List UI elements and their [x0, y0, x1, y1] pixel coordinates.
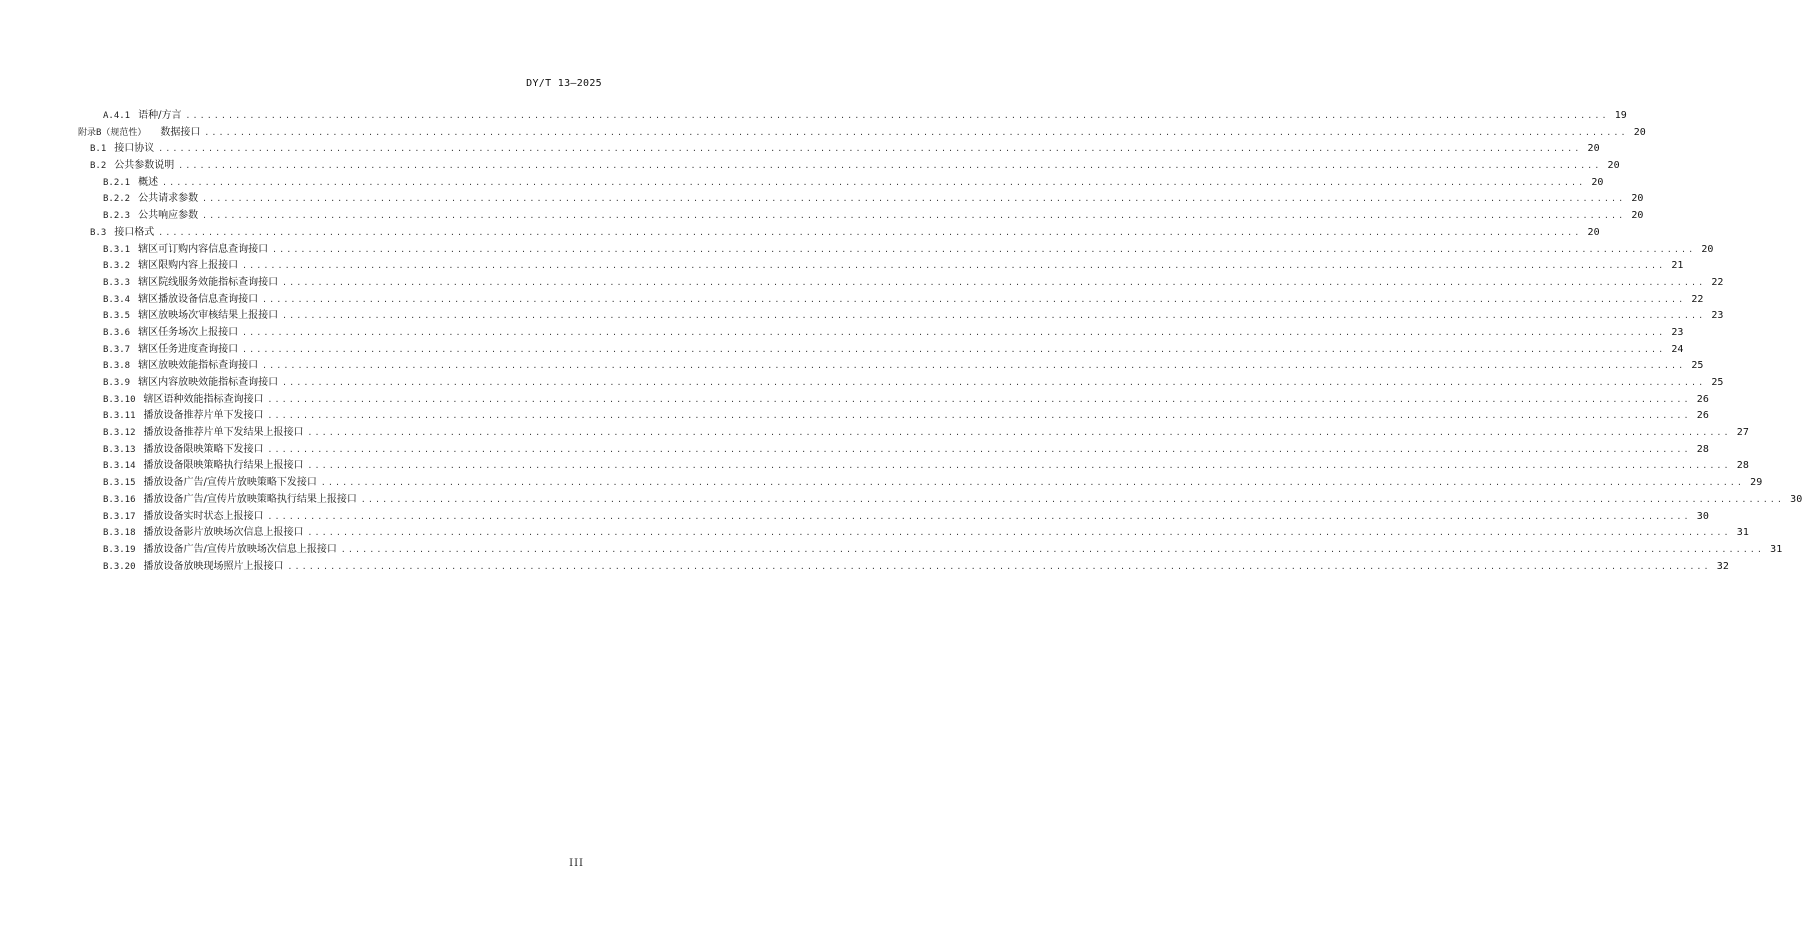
toc-leader-dots: ........................................................................................................................................................................................................	[242, 261, 1666, 271]
toc-entry-title: 辖区放映效能指标查询接口	[138, 360, 259, 372]
toc-leader-dots: ........................................................................................................................................................................................................	[340, 544, 1765, 554]
toc-entry-number: 附录B（规范性）	[78, 127, 147, 138]
toc-entry-title: 播放设备推荐片单下发接口	[143, 410, 264, 422]
toc-entry-page: 30	[1696, 510, 1709, 522]
toc-entry-number: B.3.12	[103, 428, 136, 439]
toc-entry-number: B.3.8	[103, 361, 131, 372]
toc-leader-dots: ........................................................................................................................................................................................................	[287, 561, 1711, 571]
toc-entry-number: A.4.1	[103, 111, 131, 121]
toc-leader-dots: ........................................................................................................................................................................................................	[267, 444, 1691, 454]
toc-entry[interactable]	[0, 509, 1709, 526]
toc-entry[interactable]	[0, 158, 1620, 175]
toc-entry-title: 语种/方言	[138, 110, 182, 121]
toc-entry-title: 辖区放映场次审核结果上报接口	[138, 310, 279, 322]
toc-entry-page: 20	[1701, 243, 1714, 255]
toc-entry-title: 播放设备影片放映场次信息上报接口	[143, 527, 304, 539]
toc-entry-page: 20	[1633, 126, 1646, 138]
toc-entry[interactable]	[0, 475, 1763, 492]
toc-entry[interactable]	[0, 375, 1724, 392]
toc-entry-number: B.2	[90, 161, 107, 172]
toc-entry-number: B.2.1	[103, 177, 131, 188]
toc-entry[interactable]	[0, 175, 1604, 192]
toc-entry-title: 播放设备推荐片单下发结果上报接口	[143, 427, 304, 439]
toc-leader-dots: ........................................................................................................................................................................................................	[242, 327, 1666, 337]
toc-entry-title: 播放设备广告/宣传片放映策略执行结果上报接口	[143, 493, 357, 505]
toc-entry[interactable]	[0, 408, 1709, 425]
toc-entry-page: 26	[1696, 393, 1709, 405]
toc-entry-number: B.3.9	[103, 378, 131, 388]
toc-leader-dots: ........................................................................................................................................................................................................	[204, 127, 1628, 137]
toc-entry-page: 20	[1591, 176, 1604, 188]
toc-entry-page: 20	[1587, 143, 1600, 155]
toc-entry-title: 辖区限购内容上报接口	[138, 260, 239, 272]
toc-entry-number: B.3.4	[103, 294, 131, 305]
toc-entry-page: 24	[1671, 343, 1684, 355]
toc-entry-title: 公共参数说明	[114, 160, 175, 172]
toc-entry[interactable]	[0, 275, 1724, 292]
toc-entry-title: 播放设备限映策略执行结果上报接口	[143, 460, 304, 472]
toc-entry[interactable]	[0, 458, 1749, 475]
toc-entry-title: 辖区语种效能指标查询接口	[143, 393, 264, 405]
toc-leader-dots: ........................................................................................................................................................................................................	[307, 528, 1731, 538]
toc-entry-page: 30	[1790, 493, 1802, 505]
toc-entry-number: B.3	[90, 227, 107, 238]
toc-entry-title: 播放设备广告/宣传片放映策略下发接口	[143, 477, 317, 489]
toc-entry-title: 数据接口	[160, 126, 201, 138]
toc-entry[interactable]	[0, 358, 1704, 375]
toc-entry-page: 22	[1711, 276, 1724, 288]
toc-entry[interactable]	[0, 425, 1749, 442]
toc-entry[interactable]	[0, 542, 1783, 559]
toc-entry[interactable]	[0, 191, 1644, 208]
toc-leader-dots: ........................................................................................................................................................................................................	[360, 494, 1785, 504]
toc-entry-title: 播放设备限映策略下发接口	[143, 443, 264, 455]
toc-entry-title: 播放设备放映现场照片上报接口	[143, 560, 284, 572]
toc-entry-page: 21	[1671, 260, 1684, 272]
toc-entry-number: B.3.7	[103, 344, 131, 355]
toc-entry-number: B.3.14	[103, 461, 136, 472]
toc-leader-dots: ........................................................................................................................................................................................................	[262, 294, 1686, 304]
toc-leader-dots: ........................................................................................................................................................................................................	[202, 211, 1626, 221]
toc-entry[interactable]	[0, 342, 1684, 359]
toc-leader-dots: ........................................................................................................................................................................................................	[282, 311, 1706, 321]
table-of-contents	[0, 108, 1802, 575]
toc-entry[interactable]	[0, 225, 1600, 242]
toc-entry[interactable]	[0, 141, 1600, 158]
toc-entry-title: 辖区可订购内容信息查询接口	[138, 243, 269, 255]
toc-entry[interactable]	[0, 525, 1749, 542]
toc-entry[interactable]	[0, 292, 1704, 309]
document-code: DY/T 13—2025	[526, 78, 602, 89]
toc-entry[interactable]	[0, 492, 1802, 509]
toc-entry-page: 22	[1691, 293, 1704, 305]
toc-entry-page: 19	[1614, 110, 1627, 121]
toc-entry-number: B.3.18	[103, 528, 136, 539]
toc-entry-page: 20	[1607, 160, 1620, 172]
toc-entry-page: 29	[1750, 477, 1763, 489]
toc-leader-dots: ........................................................................................................................................................................................................	[267, 511, 1691, 521]
toc-leader-dots: ........................................................................................................................................................................................................	[282, 277, 1706, 287]
toc-leader-dots: ........................................................................................................................................................................................................	[307, 428, 1731, 438]
toc-entry-page: 31	[1736, 527, 1749, 539]
toc-entry-page: 26	[1696, 410, 1709, 422]
toc-entry-page: 23	[1671, 326, 1684, 338]
toc-entry-page: 25	[1711, 377, 1724, 388]
toc-entry-number: B.3.15	[103, 478, 136, 489]
toc-entry-page: 28	[1736, 460, 1749, 472]
toc-entry[interactable]	[0, 258, 1684, 275]
toc-entry[interactable]	[0, 442, 1709, 459]
toc-entry-title: 播放设备实时状态上报接口	[143, 510, 264, 522]
toc-entry[interactable]	[0, 392, 1709, 409]
toc-entry-number: B.3.2	[103, 261, 131, 272]
toc-leader-dots: ........................................................................................................................................................................................................	[242, 344, 1666, 354]
page-number: III	[569, 858, 584, 869]
toc-leader-dots: ........................................................................................................................................................................................................	[307, 461, 1731, 471]
toc-leader-dots: ........................................................................................................................................................................................................	[158, 144, 1582, 154]
toc-entry[interactable]	[0, 325, 1684, 342]
toc-entry-title: 概述	[138, 176, 159, 188]
toc-entry-title: 辖区播放设备信息查询接口	[138, 293, 259, 305]
toc-entry[interactable]	[0, 242, 1714, 259]
toc-entry[interactable]	[0, 108, 1627, 125]
toc-entry-page: 28	[1696, 443, 1709, 455]
toc-entry-title: 辖区内容放映效能指标查询接口	[138, 377, 279, 388]
toc-leader-dots: ........................................................................................................................................................................................................	[185, 111, 1609, 120]
toc-entry-page: 23	[1711, 310, 1724, 322]
toc-entry-number: B.3.3	[103, 277, 131, 288]
toc-entry-number: B.3.6	[103, 327, 131, 338]
toc-entry-page: 32	[1716, 560, 1729, 572]
toc-entry-title: 接口格式	[114, 226, 155, 238]
toc-entry-title: 接口协议	[114, 143, 155, 155]
toc-entry-page: 31	[1770, 543, 1783, 555]
toc-entry-number: B.3.19	[103, 544, 136, 555]
toc-entry-page: 25	[1691, 360, 1704, 372]
toc-leader-dots: ........................................................................................................................................................................................................	[158, 227, 1582, 237]
toc-entry-number: B.2.2	[103, 194, 131, 205]
toc-entry[interactable]	[0, 559, 1729, 576]
toc-entry-number: B.2.3	[103, 211, 131, 222]
toc-entry-title: 辖区院线服务效能指标查询接口	[138, 276, 279, 288]
toc-entry[interactable]	[0, 125, 1646, 142]
toc-leader-dots: ........................................................................................................................................................................................................	[282, 378, 1706, 387]
toc-entry-number: B.3.20	[103, 561, 136, 572]
toc-entry-number: B.3.13	[103, 444, 136, 455]
toc-leader-dots: ........................................................................................................................................................................................................	[202, 194, 1626, 204]
toc-leader-dots: ........................................................................................................................................................................................................	[320, 478, 1745, 488]
toc-leader-dots: ........................................................................................................................................................................................................	[262, 361, 1686, 371]
toc-entry-number: B.3.17	[103, 511, 136, 522]
toc-entry-number: B.3.11	[103, 411, 136, 422]
toc-leader-dots: ........................................................................................................................................................................................................	[267, 411, 1691, 421]
toc-entry-title: 播放设备广告/宣传片放映场次信息上报接口	[143, 543, 337, 555]
toc-entry-title: 公共请求参数	[138, 193, 199, 205]
toc-entry[interactable]	[0, 208, 1644, 225]
toc-entry-page: 20	[1631, 210, 1644, 222]
toc-leader-dots: ........................................................................................................................................................................................................	[162, 177, 1586, 187]
toc-entry-page: 20	[1631, 193, 1644, 205]
toc-entry-title: 辖区任务进度查询接口	[138, 343, 239, 355]
toc-entry[interactable]	[0, 308, 1724, 325]
toc-entry-page: 27	[1736, 427, 1749, 439]
toc-leader-dots: ........................................................................................................................................................................................................	[272, 244, 1696, 254]
toc-entry-page: 20	[1587, 226, 1600, 238]
toc-leader-dots: ........................................................................................................................................................................................................	[267, 394, 1691, 404]
toc-entry-number: B.3.1	[103, 244, 131, 255]
toc-leader-dots: ........................................................................................................................................................................................................	[178, 161, 1602, 171]
toc-entry-number: B.3.10	[103, 394, 136, 405]
toc-entry-number: B.3.16	[103, 494, 136, 505]
toc-entry-number: B.1	[90, 144, 107, 155]
toc-entry-title: 辖区任务场次上报接口	[138, 326, 239, 338]
toc-entry-title: 公共响应参数	[138, 210, 199, 222]
toc-entry-number: B.3.5	[103, 311, 131, 322]
